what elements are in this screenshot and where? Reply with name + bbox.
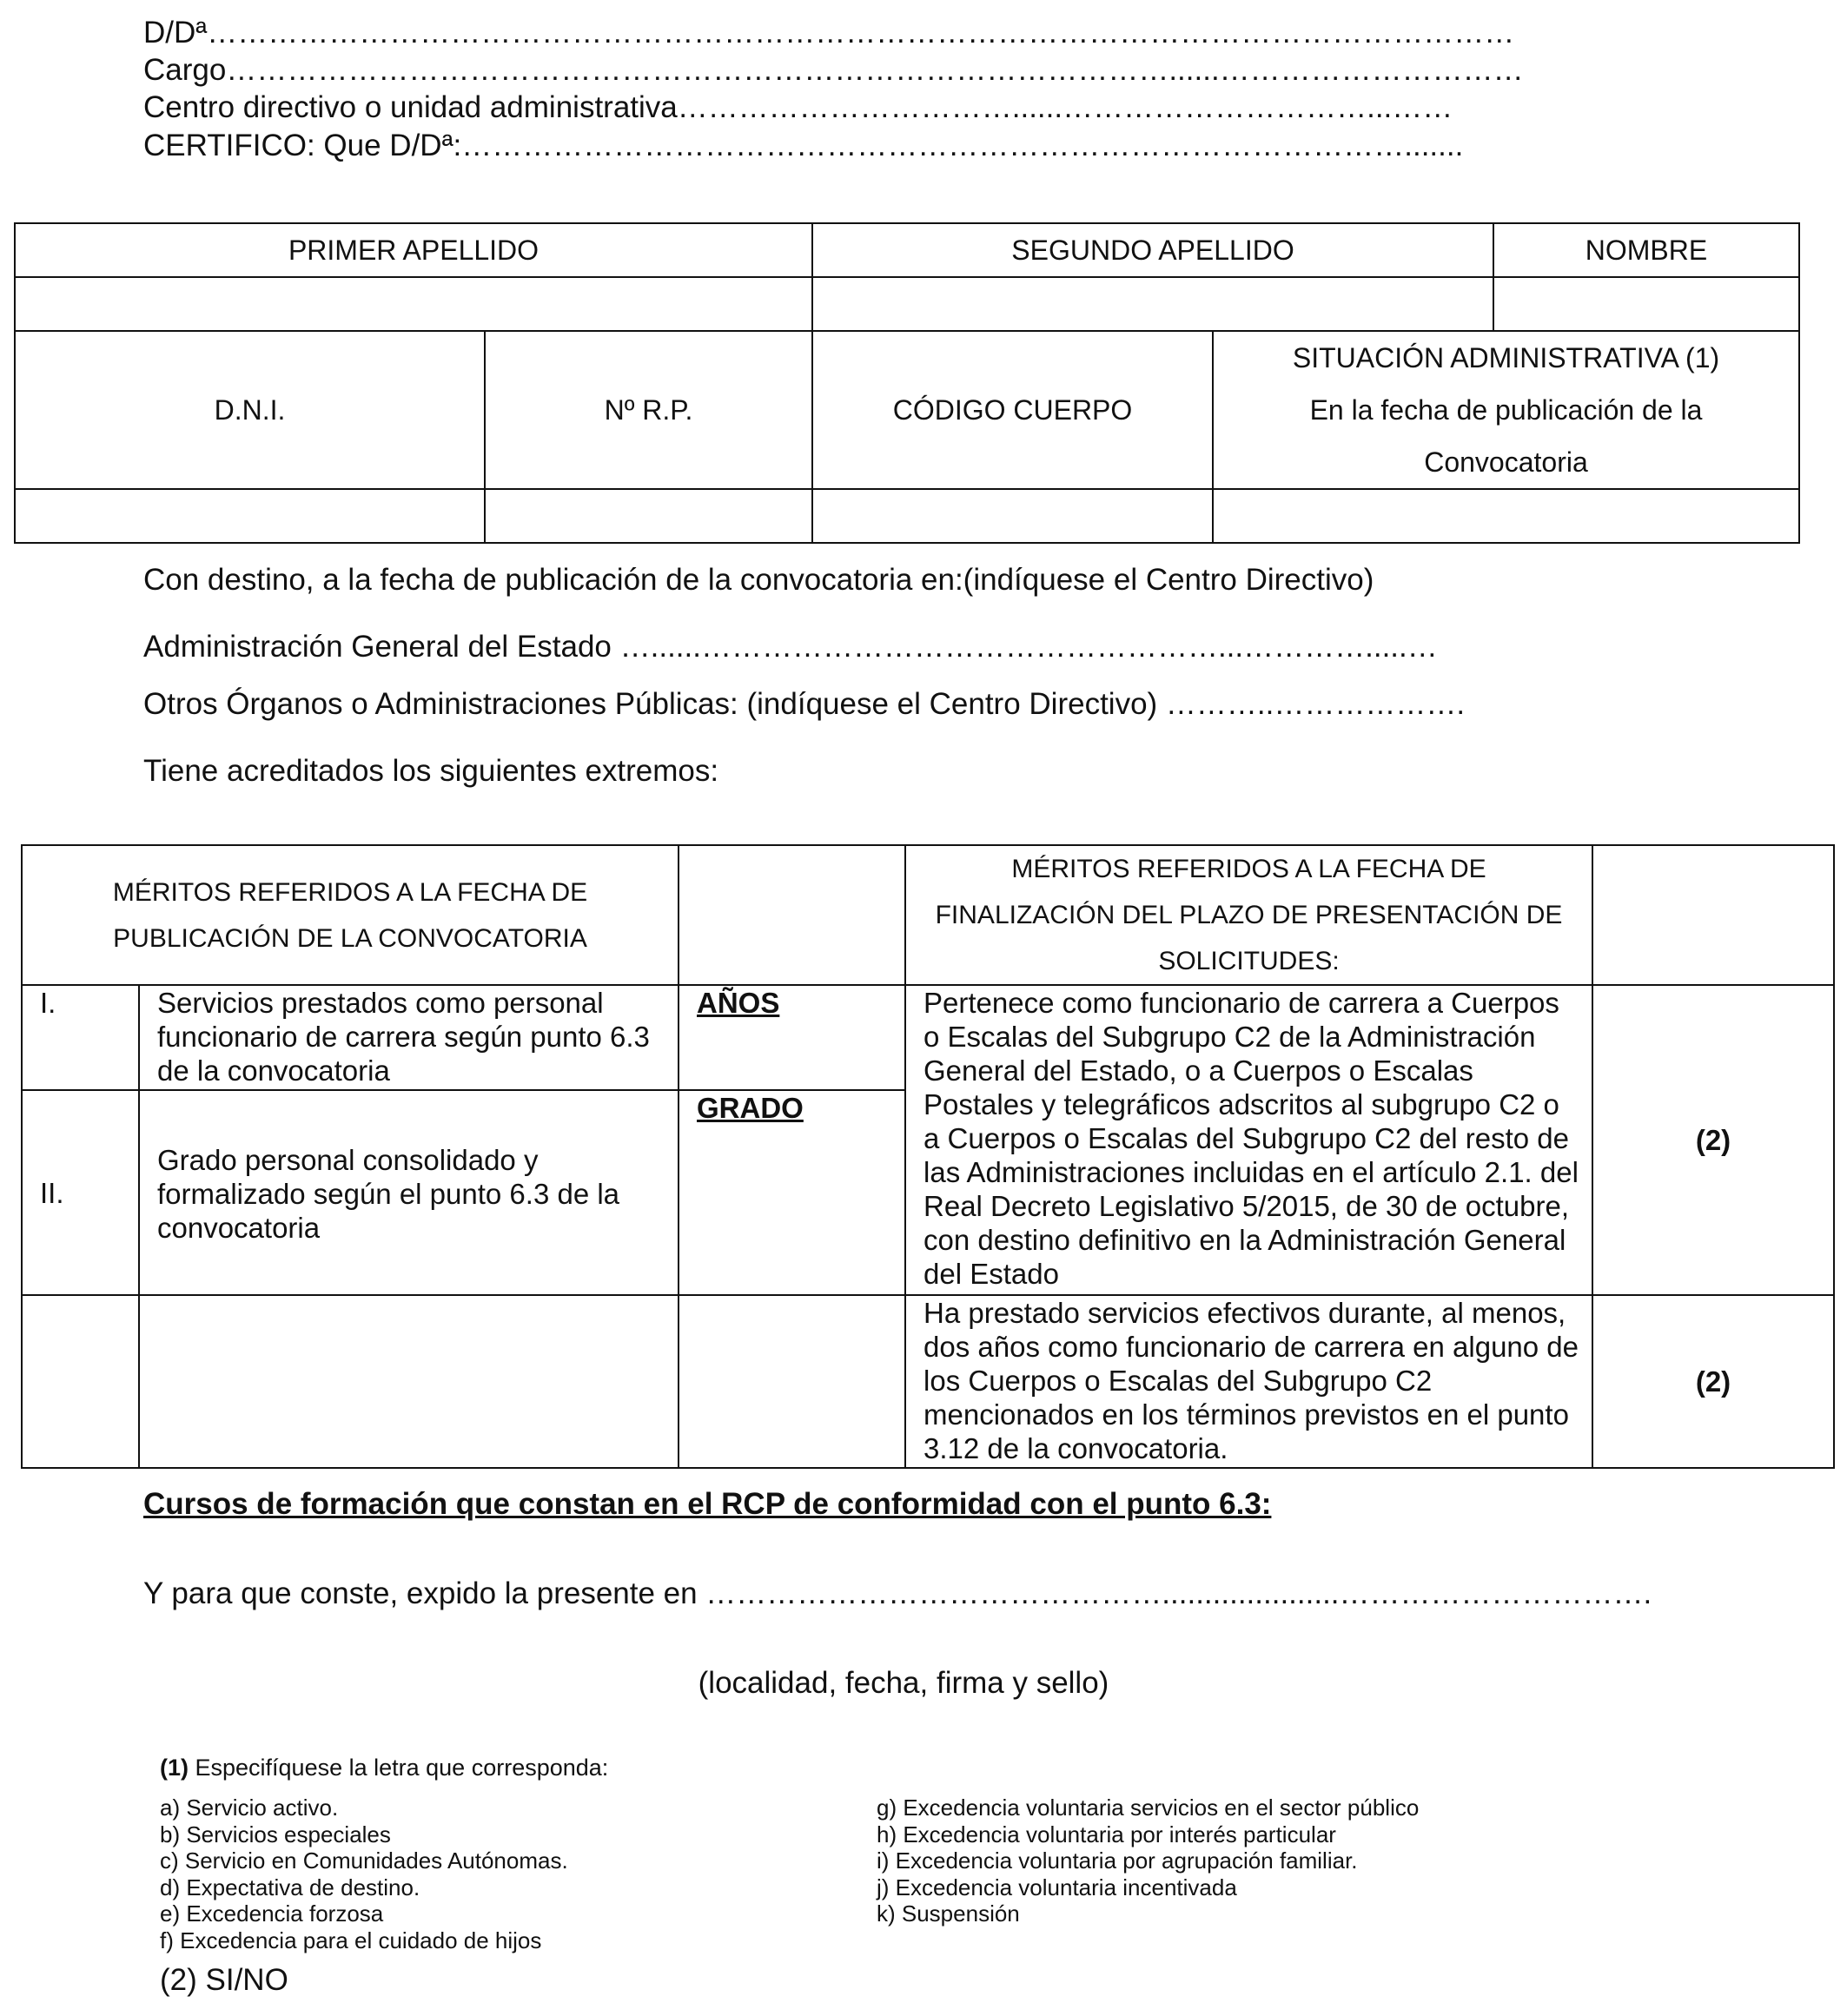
codigo-cuerpo-header: CÓDIGO CUERPO	[812, 331, 1213, 489]
segundo-apellido-field[interactable]	[812, 277, 1493, 331]
header-dd: D/Dª…………………………………………………………………………………………………………………	[143, 16, 1515, 50]
footnote-right-list	[877, 1795, 1419, 1927]
acreditados-text: Tiene acreditados los siguientes extremos:	[143, 754, 719, 788]
nrp-field[interactable]	[485, 489, 812, 543]
expido-line: Y para que conste, expido la presente en ……………………………………….....................………………………….	[143, 1576, 1652, 1610]
footnote-item-f: f) Excedencia para el cuidado de hijos	[160, 1927, 542, 1953]
destino-otros: Otros Órganos o Administraciones Públicas: (indíquese el Centro Directivo) ………..……………….	[143, 687, 1466, 721]
situacion-line-3: Convocatoria	[1424, 446, 1588, 478]
row1-unit[interactable]: AÑOS	[679, 985, 905, 1090]
footnote-item-b: b) Servicios especiales	[160, 1821, 391, 1847]
row3-unit	[679, 1295, 905, 1468]
destino-intro: Con destino, a la fecha de publicación de la convocatoria en:(indíquese el Centro Directivo)	[143, 563, 1374, 597]
footnote-sino: (2) SI/NO	[160, 1963, 288, 1997]
primer-apellido-field[interactable]	[15, 277, 812, 331]
segundo-apellido-header: SEGUNDO APELLIDO	[812, 223, 1493, 277]
dni-field[interactable]	[15, 489, 485, 543]
situacion-header	[1213, 331, 1799, 489]
row2-unit[interactable]: GRADO	[679, 1090, 905, 1295]
right-merit-2: Ha prestado servicios efectivos durante, al menos, dos años como funcionario de carrera en alguno de los Cuerpos o Escalas del Subgrupo C2 mencionados en los términos previstos en el punto 3.12 de la convocatoria.	[905, 1295, 1592, 1468]
left-header-line-1: MÉRITOS REFERIDOS A LA FECHA DE	[112, 877, 588, 907]
nrp-header: Nº R.P.	[485, 331, 812, 489]
footnote-marker: (1)	[160, 1755, 189, 1781]
right-mark-1[interactable]: (2)	[1592, 985, 1834, 1295]
nombre-field[interactable]	[1493, 277, 1799, 331]
footnote-item-d: d) Expectativa de destino.	[160, 1874, 420, 1900]
identification-table	[14, 222, 1800, 544]
merits-left-header	[22, 845, 679, 985]
dni-header: D.N.I.	[15, 331, 485, 489]
row1-description: Servicios prestados como personal funcionario de carrera según punto 6.3 de la convocatoria	[139, 985, 679, 1090]
cursos-heading: Cursos de formación que constan en el RCP de conformidad con el punto 6.3:	[143, 1487, 1272, 1521]
footnote-item-a: a) Servicio activo.	[160, 1795, 339, 1821]
right-header-line-1: MÉRITOS REFERIDOS A LA FECHA DE	[1011, 855, 1486, 883]
row2-number: II.	[22, 1090, 139, 1295]
localidad-label: (localidad, fecha, firma y sello)	[698, 1666, 1109, 1700]
footnote-title-text: Especifíquese la letra que corresponda:	[189, 1755, 609, 1781]
situacion-line-2: En la fecha de publicación de la	[1309, 394, 1703, 426]
situacion-field[interactable]	[1213, 489, 1799, 543]
header-cargo: Cargo…………………………………………………………………………………......…………………………	[143, 53, 1524, 87]
footnote-item-j: j) Excedencia voluntaria incentivada	[877, 1874, 1237, 1900]
merits-unit-header	[679, 845, 905, 985]
right-mark-2[interactable]: (2)	[1592, 1295, 1834, 1468]
row3-number	[22, 1295, 139, 1468]
footnote-item-k: k) Suspensión	[877, 1900, 1020, 1927]
merits-table	[21, 844, 1835, 1469]
header-certifico: CERTIFICO: Que D/Dª:………………………………………………………………………………….......	[143, 129, 1464, 162]
row2-description: Grado personal consolidado y formalizado según el punto 6.3 de la convocatoria	[139, 1090, 679, 1295]
merits-mark-header	[1592, 845, 1834, 985]
right-header-line-2: FINALIZACIÓN DEL PLAZO DE PRESENTACIÓN DE	[935, 901, 1563, 929]
row3-description	[139, 1295, 679, 1468]
merits-right-header	[905, 845, 1592, 985]
footnote-item-g: g) Excedencia voluntaria servicios en el sector público	[877, 1795, 1420, 1821]
destino-age: Administración General del Estado …......……………………………………………...………….....…	[143, 630, 1438, 664]
nombre-header: NOMBRE	[1493, 223, 1799, 277]
left-header-line-2: PUBLICACIÓN DE LA CONVOCATORIA	[113, 923, 587, 953]
footnote-item-h: h) Excedencia voluntaria por interés particular	[877, 1821, 1336, 1847]
row1-number: I.	[22, 985, 139, 1090]
right-merit-1: Pertenece como funcionario de carrera a Cuerpos o Escalas del Subgrupo C2 de la Administración General del Estado, o a Cuerpos o Escalas Postales y telegráficos adscritos al subgrupo C2 o a Cuerpos o Escalas del Subgrupo C2 del resto de las Administraciones incluidas en el artículo 2.1. del Real Decreto Legislativo 5/2015, de 30 de octubre, con destino definitivo en la Administración General del Estado	[905, 985, 1592, 1295]
primer-apellido-header: PRIMER APELLIDO	[15, 223, 812, 277]
footnote-left-list	[160, 1795, 568, 1953]
footnote-item-i: i) Excedencia voluntaria por agrupación familiar.	[877, 1847, 1358, 1874]
footnote-title	[160, 1755, 608, 1781]
header-centro: Centro directivo o unidad administrativa……………………………......…………………………...……	[143, 90, 1453, 124]
codigo-cuerpo-field[interactable]	[812, 489, 1213, 543]
footnote-item-c: c) Servicio en Comunidades Autónomas.	[160, 1847, 568, 1874]
right-header-line-3: SOLICITUDES:	[1158, 947, 1340, 975]
situacion-line-1: SITUACIÓN ADMINISTRATIVA (1)	[1292, 342, 1720, 373]
footnote-item-e: e) Excedencia forzosa	[160, 1900, 384, 1927]
